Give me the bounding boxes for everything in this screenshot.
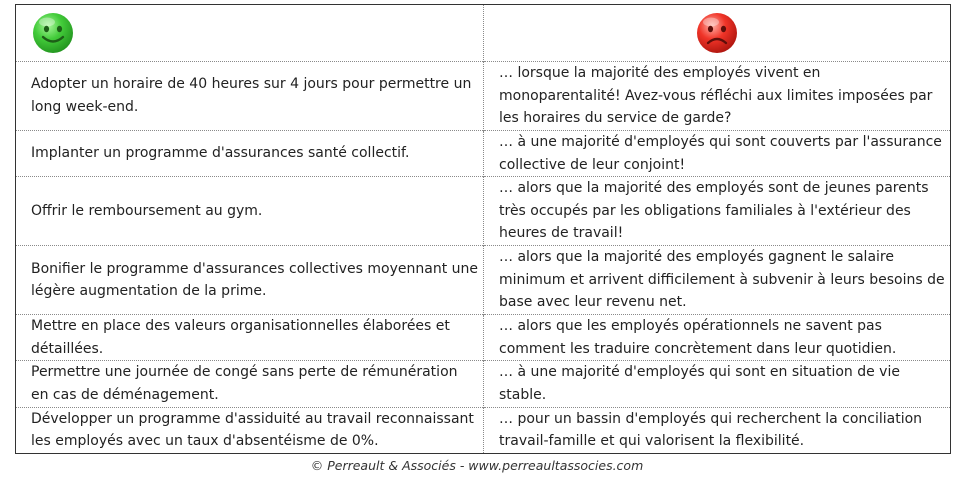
reality-cell: … alors que la majorité des employés gagnent le salaire minimum et arrivent difficilement à subvenir à leurs besoins de base avec leur revenu net. (484, 246, 951, 315)
negative-header-cell (484, 5, 951, 62)
reality-cell: … lorsque la majorité des employés vivent en monoparentalité! Avez-vous réfléchi aux limites imposées par les horaires du service de garde? (484, 62, 951, 131)
smiley-face-icon (31, 11, 75, 55)
header-row (16, 5, 951, 62)
table-row (16, 315, 951, 361)
copyright-footer: © Perreault & Associés - www.perreaultassocies.com (310, 458, 644, 473)
table-row (16, 361, 951, 407)
reality-cell: … pour un bassin d'employés qui recherchent la conciliation travail-famille et qui valorisent la flexibilité. (484, 407, 951, 453)
measure-cell: Implanter un programme d'assurances santé collectif. (16, 131, 484, 177)
table-row (16, 246, 951, 315)
reality-cell: … à une majorité d'employés qui sont en situation de vie stable. (484, 361, 951, 407)
table-row (16, 177, 951, 246)
table-row (16, 62, 951, 131)
measure-cell: Adopter un horaire de 40 heures sur 4 jours pour permettre un long week-end. (16, 62, 484, 131)
comparison-table (15, 4, 951, 454)
reality-cell: … alors que la majorité des employés sont de jeunes parents très occupés par les obligations familiales à l'extérieur des heures de travail! (484, 177, 951, 246)
reality-cell: … alors que les employés opérationnels ne savent pas comment les traduire concrètement dans leur quotidien. (484, 315, 951, 361)
table-row (16, 131, 951, 177)
reality-cell: … à une majorité d'employés qui sont couverts par l'assurance collective de leur conjoint! (484, 131, 951, 177)
sad-face-icon (695, 11, 739, 55)
measure-cell: Développer un programme d'assiduité au travail reconnaissant les employés avec un taux d'absentéisme de 0%. (16, 407, 484, 453)
measure-cell: Mettre en place des valeurs organisationnelles élaborées et détaillées. (16, 315, 484, 361)
measure-cell: Permettre une journée de congé sans perte de rémunération en cas de déménagement. (16, 361, 484, 407)
positive-header-cell (16, 5, 484, 62)
measure-cell: Offrir le remboursement au gym. (16, 177, 484, 246)
measure-cell: Bonifier le programme d'assurances collectives moyennant une légère augmentation de la prime. (16, 246, 484, 315)
table-row (16, 407, 951, 453)
